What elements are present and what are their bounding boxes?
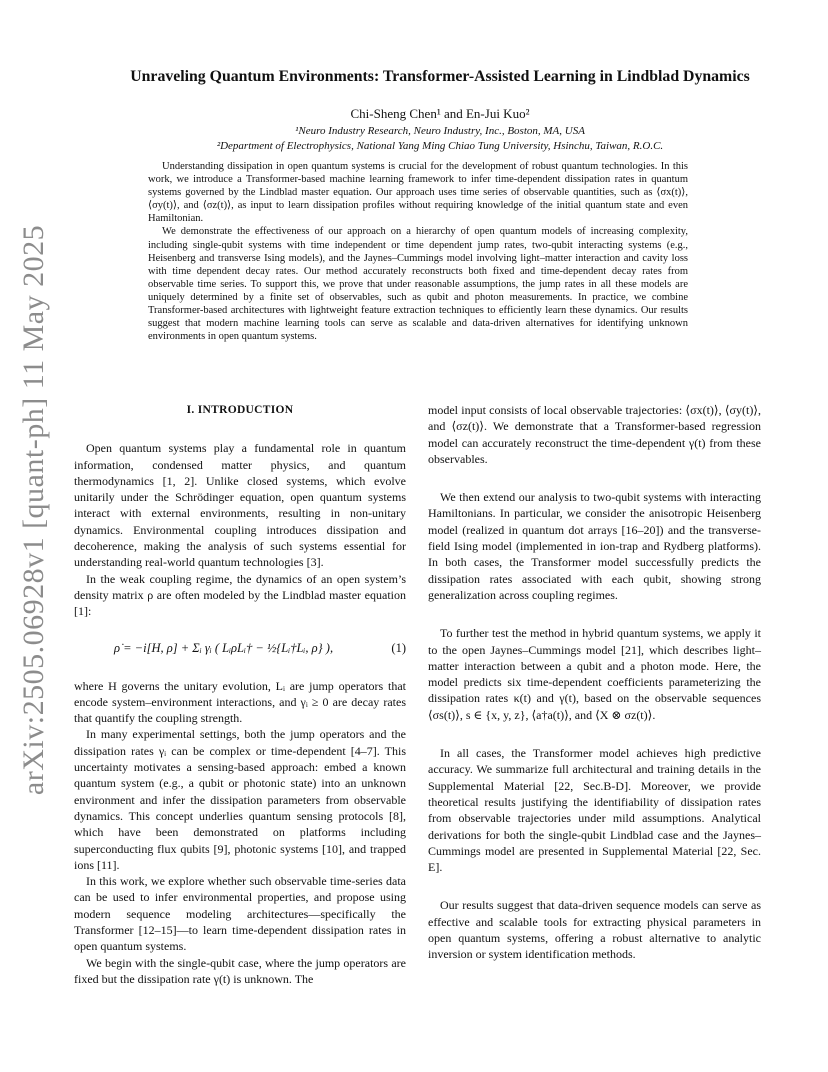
right-column <box>428 402 761 963</box>
section-heading: I. INTRODUCTION <box>186 404 294 416</box>
body-paragraph: To further test the method in hybrid quantum systems, we apply it to the open Jaynes–Cummings model [21], which describes light–matter interaction between a qubit and a photon mode. Here, the model predicts six time-dependent coefficients parameterizing the dissipation rates κ(t) and γ(t), based on the observable sequences ⟨σs(t)⟩, s ∈ {x, y, z}, ⟨a†a(t)⟩, and ⟨X ⊗ σz(t)⟩. <box>428 626 761 722</box>
body-paragraph: In this work, we explore whether such observable time-series data can be used to infer environmental properties, and propose using modern sequence modeling architectures—specifically the Transformer [12–15]—to learn time-dependent dissipation rates in open quantum systems. <box>74 874 406 954</box>
equation-number: (1) <box>391 640 406 655</box>
body-paragraph: Our results suggest that data-driven sequence models can serve as effective and scalable tools for extracting physical parameters in open quantum systems, offering a robust alternative to analytic inversion or system identification methods. <box>428 898 761 962</box>
abstract-paragraph: Understanding dissipation in open quantum systems is crucial for the development of robust quantum technologies. In this work, we introduce a Transformer-based machine learning framework to infer time-dependent dissipation rates in quantum systems governed by the Lindblad master equation. Our approach uses time series of observable quantities, such as ⟨σx(t)⟩, ⟨σy(t)⟩, and ⟨σz(t)⟩, as input to learn dissipation profiles without requiring knowledge of the initial quantum state and even Hamiltonian. <box>148 161 688 225</box>
body-paragraph: We begin with the single-qubit case, where the jump operators are fixed but the dissipation rate γ(t) is unknown. The <box>74 955 406 986</box>
equation-expression: ρ̇ = −i[H, ρ] + Σᵢ γᵢ ( LᵢρLᵢ† − ½{Lᵢ†Lᵢ, ρ} ), <box>114 640 334 655</box>
lindblad-equation <box>74 628 406 668</box>
body-paragraph: Open quantum systems play a fundamental role in quantum information, condensed matter physics, and quantum thermodynamics [1, 2]. Unlike closed systems, which evolve unitarily under the Schrödinger equation, open quantum systems interact with external environments, resulting in non-unitary dynamics. Environmental coupling introduces dissipation and decoherence, making the analysis of such systems essential for understanding real-world quantum technologies [3]. <box>74 441 406 570</box>
paper-title: Unraveling Quantum Environments: Transformer-Assisted Learning in Lindblad Dynamics <box>130 68 750 85</box>
body-paragraph: In many experimental settings, both the jump operators and the dissipation rates γᵢ can be complex or time-dependent [4–7]. This uncertainty motivates a sensing-based approach: embed a known quantum system (e.g., a qubit or photonic state) into an unknown environment and infer the dissipation parameters from observable dynamics. This concept underlies quantum sensing protocols [8], which have been demonstrated on platforms including superconducting flux qubits [9], photonic systems [10], and trapped ions [11]. <box>74 727 406 872</box>
affiliation-2: ²Department of Electrophysics, National Yang Ming Chiao Tung University, Hsinchu, Taiwan, R.O.C. <box>216 140 664 152</box>
left-column <box>74 402 406 987</box>
abstract-paragraph: We demonstrate the effectiveness of our approach on a hierarchy of open quantum models of increasing complexity, including single-qubit systems with time independent or time dependent jump rates, two-qubit interacting systems (e.g., Heisenberg and transverse Ising models), and the Jaynes–Cummings model involving light–matter interaction and cavity loss with time dependent decay rates. Our method accurately reconstructs both fixed and time-dependent decay rates from observable time series. To support this, we prove that under reasonable assumptions, the jump rates in all these models are uniquely determined by a finite set of observables, such as qubit and photon measurements. In practice, we combine Transformer-based architectures with lightweight feature extraction techniques to efficiently learn these dynamics. Our results suggest that modern machine learning tools can serve as scalable and data-driven alternatives for identifying unknown environments in open quantum systems. <box>148 226 688 343</box>
authors: Chi-Sheng Chen¹ and En-Jui Kuo² <box>350 106 530 121</box>
affiliation-1: ¹Neuro Industry Research, Neuro Industry, Inc., Boston, MA, USA <box>295 125 585 137</box>
abstract <box>148 160 688 343</box>
arxiv-identifier-sidebar <box>14 224 54 796</box>
body-paragraph: In all cases, the Transformer model achieves high predictive accuracy. We summarize full architectural and training details in the Supplemental Material [22, Sec.B-D]. Moreover, we provide theoretical results justifying the identifiability of dissipation rates from observable trajectories under mild assumptions. Analytical derivations for both the single-qubit Lindblad case and the Jaynes–Cummings model are presented in Supplemental Material [22, Sec. E]. <box>428 746 761 875</box>
body-paragraph: We then extend our analysis to two-qubit systems with interacting Hamiltonians. In particular, we consider the anisotropic Heisenberg model (realized in quantum dot arrays [16–20]) and the transverse-field Ising model (implemented in ion-trap and Rydberg platforms). In both cases, the Transformer model successfully predicts the dissipation rates associated with each qubit, showing strong generalization across coupling regimes. <box>428 490 761 602</box>
body-paragraph: where H governs the unitary evolution, Lᵢ are jump operators that encode system–environment interactions, and γᵢ ≥ 0 are decay rates that quantify the coupling strength. <box>74 678 406 726</box>
body-paragraph: model input consists of local observable trajectories: ⟨σx(t)⟩, ⟨σy(t)⟩, and ⟨σz(t)⟩. We demonstrate that a Transformer-based regression model can accurately reconstruct the time-dependent γ(t) from these observables. <box>428 403 761 466</box>
body-paragraph: In the weak coupling regime, the dynamics of an open system’s density matrix ρ are often modeled by the Lindblad master equation [1]: <box>74 571 406 619</box>
arxiv-identifier-text: arXiv:2505.06928v1 [quant-ph] 11 May 2025 <box>17 224 50 796</box>
